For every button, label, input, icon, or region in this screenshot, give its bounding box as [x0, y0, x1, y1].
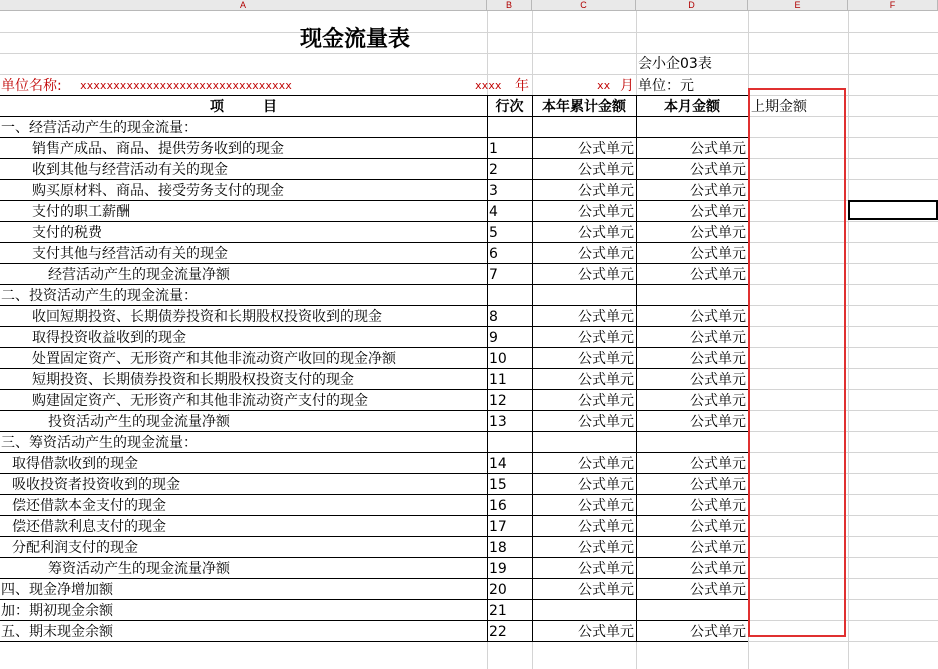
row-item-label[interactable]: 购买原材料、商品、接受劳务支付的现金 [32, 183, 284, 199]
report-title: 现金流量表 [300, 27, 411, 52]
row-ytd-amount[interactable]: 公式单元 [578, 477, 634, 493]
row-ytd-amount[interactable]: 公式单元 [578, 519, 634, 535]
row-line-number[interactable]: 5 [489, 225, 498, 241]
row-item-label[interactable]: 处置固定资产、无形资产和其他非流动资产收回的现金净额 [32, 351, 396, 367]
row-month-amount[interactable] [636, 117, 746, 138]
row-item-label[interactable]: 筹资活动产生的现金流量净额 [48, 561, 230, 577]
row-month-amount[interactable]: 公式单元 [690, 477, 746, 493]
row-line-number[interactable]: 14 [489, 456, 507, 472]
row-month-amount[interactable]: 公式单元 [690, 540, 746, 556]
row-ytd-amount[interactable] [532, 432, 634, 453]
row-item-label[interactable]: 吸收投资者投资收到的现金 [12, 477, 180, 493]
row-ytd-amount[interactable] [532, 285, 634, 306]
row-item-label[interactable]: 五、期末现金余额 [1, 624, 113, 640]
row-item-label[interactable]: 短期投资、长期债券投资和长期股权投资支付的现金 [32, 372, 354, 388]
header-prev-amount[interactable]: 上期金额 [751, 99, 807, 115]
header-month-amount[interactable]: 本月金额 [664, 99, 720, 115]
column-header-f[interactable]: F [848, 0, 938, 11]
row-month-amount[interactable]: 公式单元 [690, 456, 746, 472]
row-ytd-amount[interactable]: 公式单元 [578, 183, 634, 199]
row-item-label[interactable]: 经营活动产生的现金流量净额 [48, 267, 230, 283]
row-ytd-amount[interactable]: 公式单元 [578, 456, 634, 472]
row-month-amount[interactable]: 公式单元 [690, 309, 746, 325]
row-item-label[interactable]: 销售产成品、商品、提供劳务收到的现金 [32, 141, 284, 157]
row-line-number[interactable]: 16 [489, 498, 507, 514]
row-ytd-amount[interactable]: 公式单元 [578, 540, 634, 556]
row-item-label[interactable]: 偿还借款利息支付的现金 [12, 519, 166, 535]
row-month-amount[interactable]: 公式单元 [690, 414, 746, 430]
unit-name-label: 单位名称: [1, 78, 62, 94]
row-month-amount[interactable]: 公式单元 [690, 582, 746, 598]
grid-hline [0, 53, 938, 54]
row-ytd-amount[interactable]: 公式单元 [578, 393, 634, 409]
row-line-number[interactable]: 12 [489, 393, 507, 409]
row-month-amount[interactable]: 公式单元 [690, 267, 746, 283]
row-line-number[interactable]: 21 [489, 603, 507, 619]
row-line-number[interactable]: 8 [489, 309, 498, 325]
row-line-number[interactable]: 1 [489, 141, 498, 157]
row-month-amount[interactable] [636, 432, 746, 453]
row-ytd-amount[interactable]: 公式单元 [578, 309, 634, 325]
row-item-label[interactable]: 四、现金净增加额 [1, 582, 113, 598]
row-ytd-amount[interactable]: 公式单元 [578, 204, 634, 220]
row-month-amount[interactable]: 公式单元 [690, 183, 746, 199]
row-month-amount[interactable]: 公式单元 [690, 351, 746, 367]
row-line-number[interactable]: 7 [489, 267, 498, 283]
row-line-number[interactable]: 15 [489, 477, 507, 493]
row-ytd-amount[interactable]: 公式单元 [578, 372, 634, 388]
row-line-number[interactable]: 10 [489, 351, 507, 367]
row-ytd-amount[interactable]: 公式单元 [578, 225, 634, 241]
row-line-number[interactable]: 2 [489, 162, 498, 178]
row-item-label[interactable]: 一、经营活动产生的现金流量： [1, 120, 197, 136]
row-line-number[interactable]: 22 [489, 624, 507, 640]
row-line-number[interactable]: 18 [489, 540, 507, 556]
unit-label: 单位：元 [638, 78, 694, 94]
row-month-amount[interactable]: 公式单元 [690, 204, 746, 220]
row-ytd-amount[interactable]: 公式单元 [578, 414, 634, 430]
column-header-a[interactable]: A [0, 0, 487, 11]
table-border-v [487, 95, 488, 642]
row-month-amount[interactable]: 公式单元 [690, 624, 746, 640]
header-line-no[interactable]: 行次 [495, 99, 524, 115]
row-ytd-amount[interactable] [532, 600, 634, 621]
month-value[interactable]: xx [597, 79, 611, 92]
row-item-label[interactable]: 支付的职工薪酬 [32, 204, 130, 220]
row-line-number[interactable]: 6 [489, 246, 498, 262]
month-label: 月 [620, 78, 634, 94]
row-item-label[interactable]: 购建固定资产、无形资产和其他非流动资产支付的现金 [32, 393, 368, 409]
row-ytd-amount[interactable]: 公式单元 [578, 141, 634, 157]
row-line-number[interactable]: 17 [489, 519, 507, 535]
row-ytd-amount[interactable] [532, 117, 634, 138]
row-item-label[interactable]: 取得借款收到的现金 [12, 456, 138, 472]
row-month-amount[interactable]: 公式单元 [690, 246, 746, 262]
highlight-box [748, 88, 846, 637]
row-month-amount[interactable]: 公式单元 [690, 498, 746, 514]
unit-name-value[interactable]: xxxxxxxxxxxxxxxxxxxxxxxxxxxxxxxx [80, 79, 292, 92]
row-line-number[interactable]: 4 [489, 204, 498, 220]
row-item-label[interactable]: 投资活动产生的现金流量净额 [48, 414, 230, 430]
row-month-amount[interactable]: 公式单元 [690, 393, 746, 409]
row-month-amount[interactable]: 公式单元 [690, 519, 746, 535]
row-ytd-amount[interactable]: 公式单元 [578, 330, 634, 346]
row-ytd-amount[interactable]: 公式单元 [578, 582, 634, 598]
row-item-label[interactable]: 收回短期投资、长期债券投资和长期股权投资收到的现金 [32, 309, 382, 325]
column-header-c[interactable]: C [532, 0, 636, 11]
row-line-number[interactable]: 19 [489, 561, 507, 577]
row-line-number[interactable]: 3 [489, 183, 498, 199]
row-item-label[interactable]: 支付其他与经营活动有关的现金 [32, 246, 228, 262]
header-item[interactable]: 项 目 [210, 99, 277, 115]
row-month-amount[interactable]: 公式单元 [690, 225, 746, 241]
column-header-e[interactable]: E [748, 0, 848, 11]
row-ytd-amount[interactable]: 公式单元 [578, 624, 634, 640]
header-ytd-amount[interactable]: 本年累计金额 [542, 99, 626, 115]
row-item-label[interactable]: 三、筹资活动产生的现金流量： [1, 435, 197, 451]
row-month-amount[interactable] [636, 285, 746, 306]
row-ytd-amount[interactable]: 公式单元 [578, 162, 634, 178]
row-ytd-amount[interactable]: 公式单元 [578, 267, 634, 283]
row-line-number[interactable]: 13 [489, 414, 507, 430]
row-item-label[interactable]: 收到其他与经营活动有关的现金 [32, 162, 228, 178]
row-month-amount[interactable]: 公式单元 [690, 561, 746, 577]
column-header-b[interactable]: B [487, 0, 532, 11]
row-month-amount[interactable]: 公式单元 [690, 162, 746, 178]
row-month-amount[interactable]: 公式单元 [690, 372, 746, 388]
row-item-label[interactable]: 偿还借款本金支付的现金 [12, 498, 166, 514]
row-item-label[interactable]: 分配利润支付的现金 [12, 540, 138, 556]
row-line-number[interactable]: 11 [489, 372, 507, 388]
row-month-amount[interactable] [636, 600, 746, 621]
row-line-number[interactable]: 9 [489, 330, 498, 346]
row-ytd-amount[interactable]: 公式单元 [578, 561, 634, 577]
row-ytd-amount[interactable]: 公式单元 [578, 498, 634, 514]
row-ytd-amount[interactable]: 公式单元 [578, 246, 634, 262]
form-code: 会小企03表 [638, 56, 712, 72]
row-month-amount[interactable]: 公式单元 [690, 141, 746, 157]
row-item-label[interactable]: 加：期初现金余额 [1, 603, 113, 619]
grid-hline [0, 32, 938, 33]
row-ytd-amount[interactable]: 公式单元 [578, 351, 634, 367]
selected-cell[interactable] [848, 200, 938, 220]
grid-vline [848, 11, 849, 669]
row-item-label[interactable]: 取得投资收益收到的现金 [32, 330, 186, 346]
column-header-d[interactable]: D [636, 0, 748, 11]
row-line-number[interactable]: 20 [489, 582, 507, 598]
row-item-label[interactable]: 二、投资活动产生的现金流量： [1, 288, 197, 304]
row-item-label[interactable]: 支付的税费 [32, 225, 102, 241]
year-value[interactable]: xxxx [475, 79, 502, 92]
year-label: 年 [515, 78, 529, 94]
row-month-amount[interactable]: 公式单元 [690, 330, 746, 346]
